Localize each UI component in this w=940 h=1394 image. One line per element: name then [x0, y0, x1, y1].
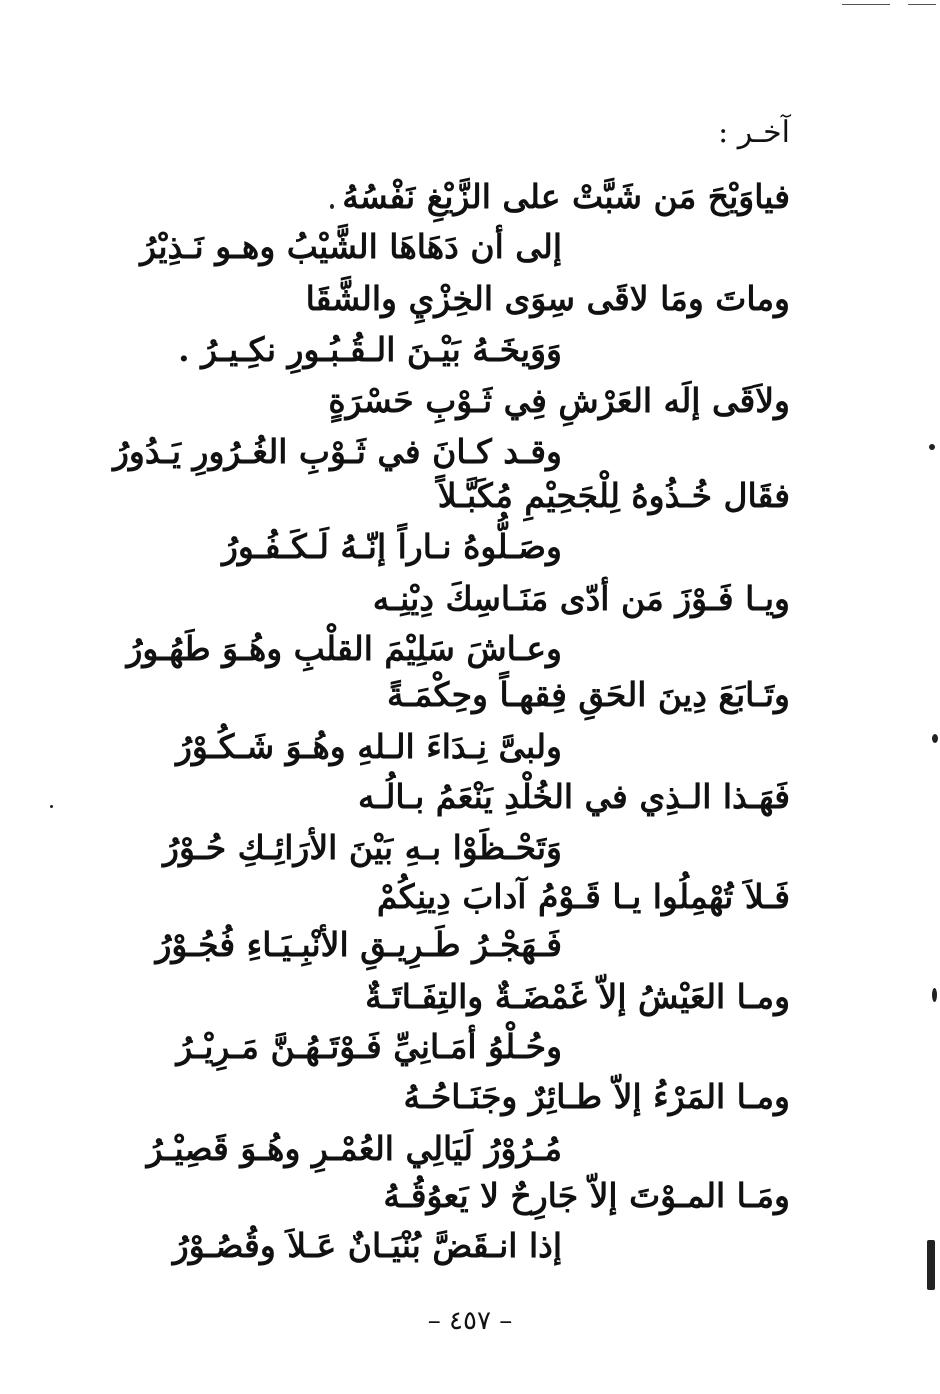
verse-line-15: فَـلاَ تُهْمِلُوا يـا قَـوْمُ آدابَ دِينِكُمْ [376, 877, 790, 916]
scan-speck [330, 204, 334, 209]
verse-line-5: ولاَقَى إلَه العَرْشِ فِي ثَـوْبِ حَسْرَةٍ [328, 381, 790, 420]
verse-line-12: ولبىَّ نِـدَاءَ الـلهِ وهُـوَ شَـكُـوْرُ [175, 727, 562, 766]
verse-line-10: وعـاشَ سَلِيْمَ القلْبِ وهُـوَ طَهُـورُ [126, 629, 562, 668]
verse-line-6: وقـد كـانَ في ثَـوْبِ الغُـرُورِ يَـدُورُ [113, 432, 562, 471]
scan-speck [929, 444, 935, 450]
page-number: – ٤٥٧ – [427, 1306, 513, 1336]
verse-line-18: وحُـلْوُ أمَـانِيِّ فَـوْتَـهُـنَّ مَـرِيْـرُ [176, 1027, 562, 1066]
verse-line-16: فَـهَجْـرُ طَـرِيـقِ الأنْبِـيَـاءِ فُجُـوْرُ [155, 925, 562, 964]
verse-line-21: ومَـا المـوْتَ إلاّ جَارِحٌ لا يَعوُقُـهُ [383, 1176, 790, 1215]
verse-line-3: وماتَ ومَا لاقَى سِوَى الخِزْيِ والشَّقَا [305, 279, 790, 318]
verse-line-1: فياوَيْحَ مَن شَبَّتْ على الزَّيْغِ نَفْسُهُ [342, 177, 790, 216]
scan-edge-mark [842, 4, 890, 5]
verse-line-17: ومـا العَيْشُ إلاّ غَمْضَـةٌ والتِفَـاتَـةٌ [365, 977, 790, 1016]
scan-speck [932, 734, 938, 743]
verse-line-22: إذا انـقَضَّ بُنْيَـانٌ عَـلاَ وقُصُـوْرُ [172, 1226, 562, 1265]
verse-line-2: إلى أن دَهَاهَا الشَّيْبُ وهـو نَـذِيْرُ [140, 227, 562, 266]
section-heading: آخـر : [718, 115, 790, 150]
verse-line-9: ويـا فَـوْزَ مَن أدّى مَنَـاسِكَ دِيْنِـه [372, 579, 790, 618]
verse-line-7: فقَال خُـذُوهُ لِلْجَحِيْمِ مُكَبَّـلاً [437, 476, 790, 515]
verse-line-20: مُـرُوْرُ لَيَالِي العُمْـرِ وهُـوَ قَصِيْـرُ [146, 1129, 562, 1168]
verse-line-8: وصَـلُّوهُ نـاراً إنّـهُ لَـكَـفُـورُ [221, 527, 562, 566]
verse-line-4: وَوَيخَـهُ بَيْـنَ الـقُـبُـورِ نكِـيـرُ . [178, 330, 562, 369]
verse-line-13: فَهَـذا الـذِي في الخُلْدِ يَنْعَمُ بـالُـه [357, 777, 790, 816]
scan-edge-mark [908, 4, 936, 5]
scan-speck [927, 1240, 935, 1290]
verse-line-11: وتَـابَعَ دِينَ الحَقِ فِقهـاً وحِكْمَـةً [387, 675, 790, 714]
verse-line-14: وَتَحْـظَوْا بـهِ بَيْنَ الأرَائِـكِ حُـوْرُ [163, 828, 562, 867]
verse-line-19: ومـا المَرْءُ إلاّ طـائِرٌ وجَنَـاحُـهُ [403, 1077, 790, 1116]
scan-speck [50, 805, 53, 808]
scan-speck [932, 988, 937, 1002]
